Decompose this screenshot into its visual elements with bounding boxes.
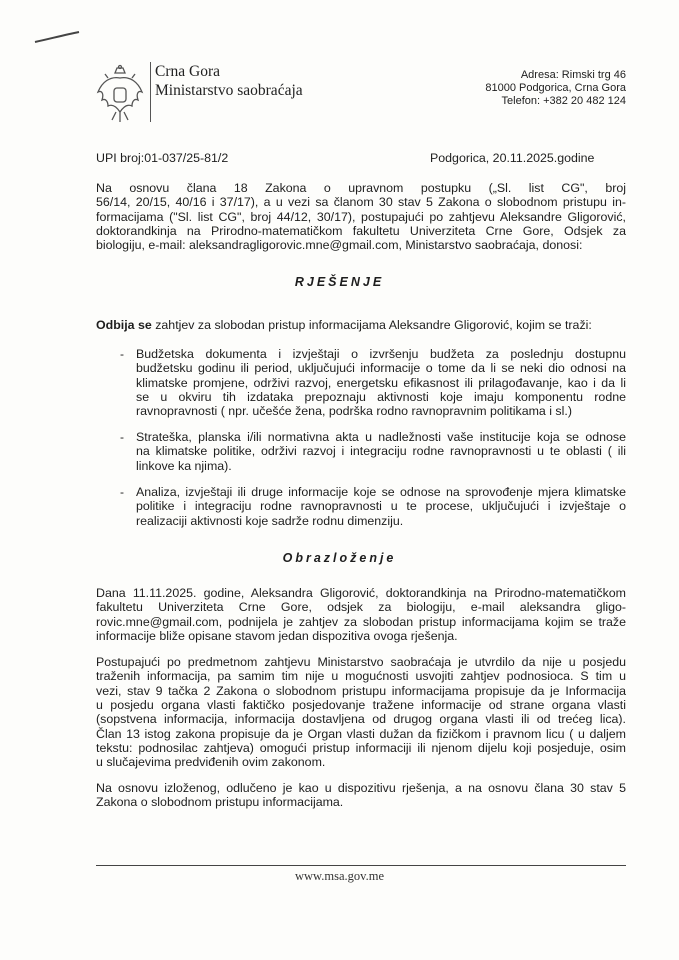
reasoning-line: informacije bliže opisane stavom jedan dispozitiva ovoga rješenja. (96, 628, 458, 643)
intro-line: doktorandkinja na Prirodno-matematičkom fakultetu Univerziteta Crne Gore, Odsjek za (96, 223, 626, 238)
reasoning-line: u slučajevima predviđenih ovim zakonom. (96, 755, 326, 770)
reference-number: UPI broj:01-037/25-81/2 (96, 151, 229, 165)
coat-of-arms-logo (94, 64, 146, 124)
bullet-line: se u okviru tih izdataka prepoznaju aktivnosti koje imaju komponentu rodne (136, 389, 626, 404)
footer-website: www.msa.gov.me (295, 869, 384, 883)
reasoning-line: Postupajući po predmetnom zahtjevu Ministarstvo saobraćaja je utvrdilo da nije u posjedu (96, 655, 626, 669)
decision-lead (96, 318, 592, 332)
address-block (485, 69, 626, 108)
header-divider (150, 62, 151, 122)
place-date: Podgorica, 20.11.2025.godine (430, 151, 595, 165)
org-ministry: Ministarstvo saobraćaja (155, 82, 303, 99)
bullet-line: politike i integraciju rodne ravnopravnosti u te procese, uključujući i izvještaje o (136, 499, 626, 514)
reasoning-line: traženih informacija, pa samim tim nije u mogućnosti usvojiti zahtjev podnosioca. S tim u (96, 669, 626, 684)
reasoning-line: Član 13 istog zakona propisuje da je Organ vlasti dužan da fizičkom i pravnom licu ( u daljem (96, 726, 626, 741)
reasoning-line: fakultetu Univerziteta Crne Gore, odsjek za biologiju, e-mail aleksandra gligo- (96, 600, 626, 615)
bullet-line: klimatske promjene, održivi razvoj, energetsku efikasnost ili prilagođavanje, kao i da li (136, 375, 626, 390)
decision-title: RJEŠENJE (294, 275, 385, 289)
bullet-line: budžetsku godinu ili period, uključujući informacije o tome da li se neki dio odnosi na (136, 361, 626, 376)
decision-bold: Odbija se (96, 318, 152, 332)
reasoning-line: u posjedu organa vlasti faktičko posjedovanje tražene informacije od strane organa vlasti (96, 697, 626, 712)
intro-line: Na osnovu člana 18 Zakona o upravnom postupku („Sl. list CG", broj (96, 181, 626, 195)
bullet-line: Analiza, izvještaji ili druge informacije koje se odnose na sprovođenje mjera klimatske (136, 485, 626, 499)
intro-line: 56/14, 20/15, 40/16 i 37/17), a u vezi sa članom 30 stav 5 Zakona o slobodnom pristupu in- (96, 195, 626, 210)
address-city: 81000 Podgorica, Crna Gora (485, 82, 626, 94)
decision-text: zahtjev za slobodan pristup informacijama Aleksandre Gligorović, kojim se traži: (151, 318, 592, 332)
bullet-line: ravnopravnosti ( npr. učešće žena, podrška rodno ravnopravnim politikama i sl.) (136, 404, 572, 419)
intro-line: biologiju, e-mail: aleksandragligorovic.mne@gmail.com, Ministarstvo saobraćaja, donosi: (96, 238, 583, 253)
reasoning-line: Zakona o slobodnom pristupu informacijama. (96, 795, 344, 810)
pen-scribble-mark (34, 30, 80, 44)
bullet-line: realizaciji aktivnosti koje sadrže rodnu dimenziju. (136, 513, 404, 528)
address-line: Adresa: Rimski trg 46 (520, 69, 626, 81)
footer-rule (96, 865, 626, 866)
reasoning-line: Na osnovu izloženog, odlučeno je kao u dispozitivu rješenja, a na osnovu člana 30 stav 5 (96, 781, 626, 795)
bullet-line: Budžetska dokumenta i izvještaji o izvršenju budžeta za poslednju dostupnu (136, 347, 626, 361)
bullet-line: linkove ka njima). (136, 458, 232, 473)
bullet-dash-icon: - (120, 347, 124, 361)
reasoning-line: tekstu: podnosilac zahtjeva) omogući pristup informaciji ili njenom dijelu koji posjeduje, osim (96, 740, 626, 755)
intro-line: formacijama ("Sl. list CG", broj 44/12, 30/17), postupajući po zahtjevu Aleksandre Gligorović, (96, 209, 626, 224)
address-phone: Telefon: +382 20 482 124 (501, 95, 626, 107)
bullet-line: Strateška, planska i/ili normativna akta u nadležnosti vaše institucije koja se odnose (136, 430, 626, 444)
reasoning-line: rovic.mne@gmail.com, podnijela je zahtjev za slobodan pristup informacijama kojim se traže (96, 614, 626, 629)
bullet-dash-icon: - (120, 430, 124, 444)
org-country: Crna Gora (155, 63, 220, 80)
bullet-dash-icon: - (120, 485, 124, 499)
reasoning-line: Dana 11.11.2025. godine, Aleksandra Gligorović, doktorandkinja na Prirodno-matematičkom (96, 586, 626, 600)
reasoning-line: (sopstvena informacija, informacija dostavljena od drugog organa vlasti ili od trećeg lica). (96, 712, 626, 727)
reasoning-line: vezi, stav 9 tačka 2 Zakona o slobodnom pristupu informacijama propisuje da je Informacija (96, 683, 626, 698)
bullet-line: na klimatske politike, održivi razvoj i integraciju rodne ravnopravnosti u te oblasti ( ili (136, 444, 626, 459)
reasoning-title: Obrazloženje (282, 551, 397, 565)
